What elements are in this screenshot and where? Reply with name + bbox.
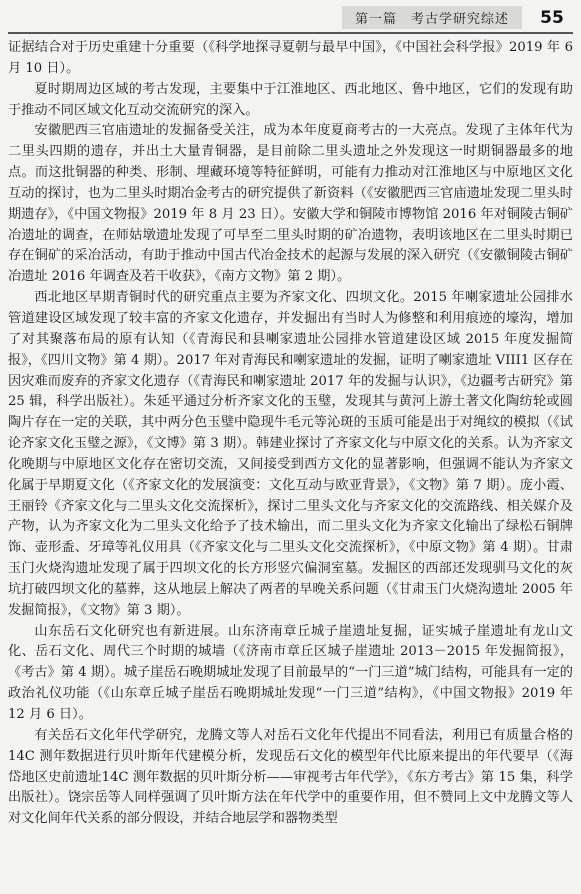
body-text bbox=[8, 38, 573, 830]
header-part: 第一篇 bbox=[354, 12, 397, 27]
paragraph: 证据结合对于历史重建十分重要（《科学地探寻夏朝与最早中国》，《中国社会科学报》2019 年 6 月 10 日）。 bbox=[8, 40, 573, 76]
paragraph: 夏时期周边区域的考古发现，主要集中于江淮地区、西北地区、鲁中地区，它们的发现有助于推动不同区域文化互动交流研究的深入。 bbox=[8, 81, 573, 118]
running-header bbox=[0, 6, 581, 30]
header-section: 考古学研究综述 bbox=[411, 12, 510, 27]
paragraph: 安徽肥西三官庙遗址的发掘备受关注，成为本年度夏商考古的一大亮点。发现了主体年代为二里头四期的遗存，并出土大量青铜器，是目前除二里头遗址之外发现这一时期铜器最多的地点。而这批铜器的种类、形制、埋藏环境等特征鲜明，可能有力推动对江淮地区与中原地区文化互动的探讨，也为二里头时期冶金考古的研究提供了新资料（《安徽肥西三官庙遗址发现二里头时期遗存》，《中国文物报》2019 年 8 月 23 日）。安徽大学和铜陵市博物馆 2016 年对铜陵古铜矿冶遗址的调查，在师姑墩遗址发现了可早至二里头时期的矿冶遗物，表明该地区在二里头时期已存在铜矿的采冶活动，有助于推动中国古代冶金技术的起源与发展的深入研究（《安徽铜陵古铜矿冶遗址 2016 年调查及若干收获》，《南方文物》第 2 期）。 bbox=[8, 123, 573, 285]
header-rule bbox=[8, 32, 573, 34]
paragraph: 山东岳石文化研究也有新进展。山东济南章丘城子崖遗址复掘，证实城子崖遗址有龙山文化、岳石文化、周代三个时期的城墙（《济南市章丘区城子崖遗址 2013－2015 年发掘简报》，《考古》第 4 期）。城子崖岳石晚期城址发现了目前最早的“一门三道”城门结构，可能具有一定的政治礼仪功能（《山东章丘城子崖岳石晚期城址发现“一门三道”结构》，《中国文物报》2019 年 12 月 6 日）。 bbox=[8, 623, 573, 722]
paragraph: 有关岳石文化年代学研究，龙腾文等人对岳石文化年代提出不同看法，利用已有质量合格的 14C 测年数据进行贝叶斯年代建模分析，发现岳石文化的模型年代比原来提出的年代要早（《海岱地区史前遗址14C 测年数据的贝叶斯分析——审视考古年代学》，《东方考古》第 15 集，科学出版社）。饶宗岳等人同样强调了贝叶斯方法在年代学中的重要作用，但不赞同上文中龙腾文等人对文化间年代关系的部分假设，并结合地层学和器物类型 bbox=[8, 727, 573, 827]
page-number: 55 bbox=[540, 7, 564, 28]
paragraph: 西北地区早期青铜时代的研究重点主要为齐家文化、四坝文化。2015 年喇家遗址公园排水管道建设区域发现了较丰富的齐家文化遗存，并发掘出有当时人为修整和利用痕迹的壕沟，增加了对其聚落布局的原有认知（《青海民和县喇家遗址公园排水管道建设区域 2015 年度发掘简报》，《四川文物》第 4 期）。2017 年对青海民和喇家遗址的发掘，证明了喇家遗址 VIII1 区存在因灾难而废弃的齐家文化遗存（《青海民和喇家遗址 2017 年的发掘与认识》，《边疆考古研究》第 25 辑，科学出版社）。朱延平通过分析齐家文化的玉璧，发现其与黄河上游土著文化陶纺轮或圆陶片存在一定的关联，其中两分色玉璧中隐现牛毛元等沁斑的玉质可能是出于对绳纹的模拟（《试论齐家文化玉璧之源》，《文博》第 3 期）。韩建业探讨了齐家文化与中原文化的关系。认为齐家文化晚期与中原地区文化存在密切交流，又间接受到西方文化的显著影响，但强调不能认为齐家文化属于早期夏文化（《齐家文化的发展演变：文化互动与欧亚背景》，《文物》第 7 期）。庞小霞、王丽铃《齐家文化与二里头文化交流探析》，探讨二里头文化与齐家文化的交流路线、相关媒介及产物，认为齐家文化为二里头文化给予了技术输出，而二里头文化为齐家文化输出了绿松石铜牌饰、壶形盉、牙璋等礼仪用具（《齐家文化与二里头文化交流探析》，《中原文物》第 4 期）。甘肃玉门火烧沟遗址发现了属于四坝文化的长方形竖穴偏洞室墓。发掘区的西部还发现驯马文化的灰坑打破四坝文化的墓葬，这从地层上解决了两者的早晚关系问题（《甘肃玉门火烧沟遗址 2005 年发掘简报》，《文物》第 3 期）。 bbox=[8, 290, 573, 618]
header-title-band bbox=[342, 6, 522, 29]
